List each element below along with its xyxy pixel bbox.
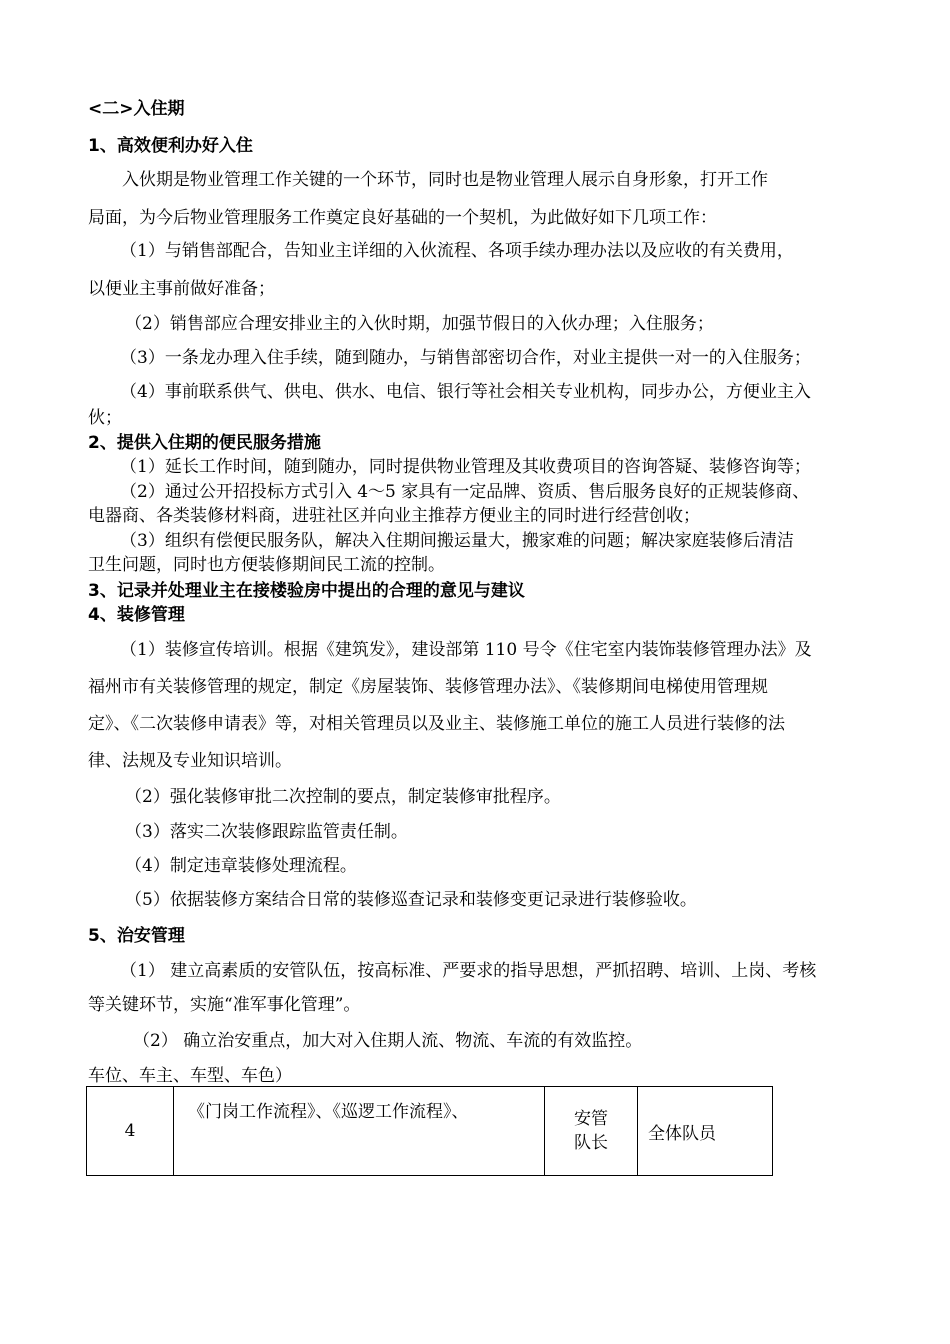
list-item: （5）依据装修方案结合日常的装修巡查记录和装修变更记录进行装修验收。 xyxy=(125,890,697,910)
list-item: （2）强化装修审批二次控制的要点，制定装修审批程序。 xyxy=(125,787,561,807)
list-item: 伙； xyxy=(88,408,122,428)
table-cell-responsible xyxy=(545,1087,638,1176)
list-item: （1）延长工作时间，随到随办，同时提供物业管理及其收费项目的咨询答疑、装修咨询等； xyxy=(120,457,811,477)
list-item: 定》、《二次装修申请表》等，对相关管理员以及业主、装修施工单位的施工人员进行装修的法 xyxy=(88,714,785,734)
list-item: （3）一条龙办理入住手续，随到随办，与销售部密切合作，对业主提供一对一的入住服务； xyxy=(120,348,811,368)
list-item: 律、法规及专业知识培训。 xyxy=(88,751,292,771)
list-item: （1） 建立高素质的安管队伍，按高标准、严要求的指导思想，严抓招聘、培训、上岗、考核 xyxy=(120,961,817,981)
list-item: （3）组织有偿便民服务队，解决入住期间搬运量大，搬家难的问题；解决家庭装修后清洁 xyxy=(120,531,794,551)
list-item: 电器商、各类装修材料商，进驻社区并向业主推荐方便业主的同时进行经营创收； xyxy=(88,506,700,526)
table-cell-text: 《门岗工作流程》、《巡逻工作流程》、 xyxy=(188,1102,469,1122)
table-row xyxy=(87,1087,773,1176)
table-caption-fragment: 车位、车主、车型、车色） xyxy=(88,1066,292,1086)
list-item: 福州市有关装修管理的规定，制定《房屋装饰、装修管理办法》、《装修期间电梯使用管理规 xyxy=(88,677,768,697)
list-item: 卫生问题，同时也方便装修期间民工流的控制。 xyxy=(88,555,445,575)
heading-1: 1、高效便利办好入住 xyxy=(88,136,253,156)
list-item: （2）通过公开招投标方式引入 4～5 家具有一定品牌、资质、售后服务良好的正规装修商、 xyxy=(120,482,810,502)
heading-2: 2、提供入住期的便民服务措施 xyxy=(88,433,321,453)
list-item: （1）与销售部配合，告知业主详细的入伙流程、各项手续办理办法以及应收的有关费用， xyxy=(120,241,794,261)
list-item: 以便业主事前做好准备； xyxy=(88,279,275,299)
heading-5: 5、治安管理 xyxy=(88,926,185,946)
list-item: （3）落实二次装修跟踪监管责任制。 xyxy=(125,822,408,842)
section-title: <二>入住期 xyxy=(88,99,185,119)
table-cell-participants: 全体队员 xyxy=(638,1087,773,1176)
procedure-table xyxy=(86,1086,773,1176)
heading-4: 4、装修管理 xyxy=(88,605,185,625)
heading-3: 3、记录并处理业主在接楼验房中提出的合理的意见与建议 xyxy=(88,581,525,601)
table-cell-content xyxy=(174,1087,545,1176)
list-item: （1）装修宣传培训。根据《建筑发》，建设部第 110 号令《住宅室内装饰装修管理办法》及 xyxy=(120,640,812,660)
responsible-line: 队长 xyxy=(574,1133,608,1153)
list-item: （4）事前联系供气、供电、供水、电信、银行等社会相关专业机构，同步办公，方便业主入 xyxy=(120,382,811,402)
list-item: （4）制定违章装修处理流程。 xyxy=(125,856,357,876)
responsible-line: 安管 xyxy=(574,1109,608,1129)
list-item: （2） 确立治安重点，加大对入住期人流、物流、车流的有效监控。 xyxy=(133,1031,643,1051)
paragraph-line: 入伙期是物业管理工作关键的一个环节，同时也是物业管理人展示自身形象，打开工作 xyxy=(122,170,768,190)
paragraph-line: 局面，为今后物业管理服务工作奠定良好基础的一个契机，为此做好如下几项工作： xyxy=(88,208,717,228)
table-cell-number: 4 xyxy=(87,1087,174,1176)
list-item: （2）销售部应合理安排业主的入伙时期，加强节假日的入伙办理；入住服务； xyxy=(125,314,714,334)
list-item: 等关键环节，实施“准军事化管理”。 xyxy=(88,995,361,1015)
